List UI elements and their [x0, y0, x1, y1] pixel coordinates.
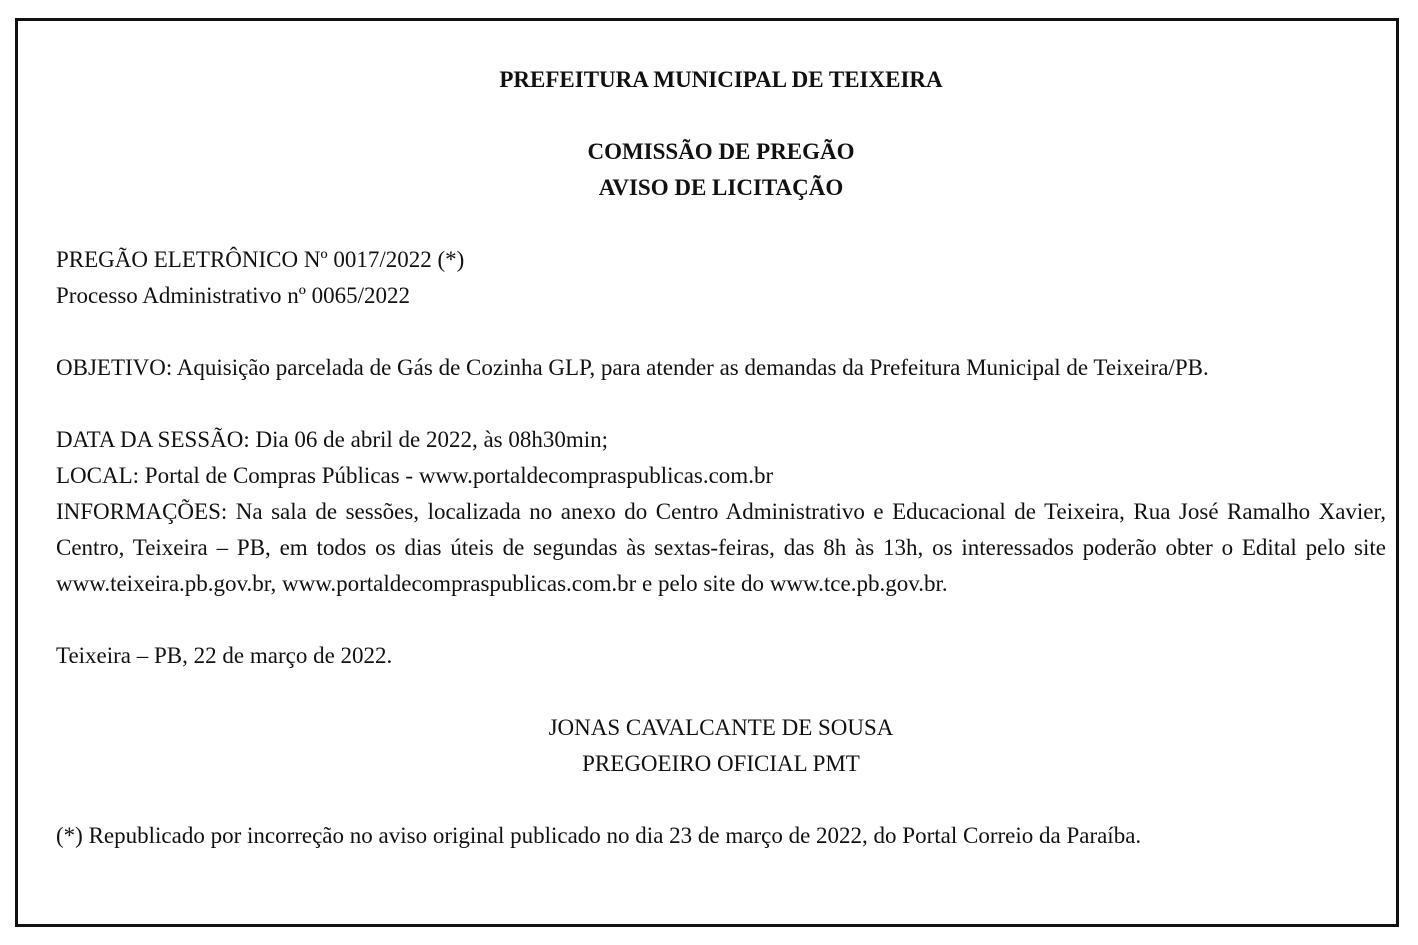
signer-role: PREGOEIRO OFICIAL PMT — [582, 751, 860, 776]
spacer — [56, 314, 1386, 350]
notice-type-title: AVISO DE LICITAÇÃO — [598, 175, 844, 200]
spacer — [56, 206, 1386, 242]
spacer — [56, 602, 1386, 638]
spacer — [56, 674, 1386, 710]
spacer — [56, 386, 1386, 422]
objective-text: OBJETIVO: Aquisição parcelada de Gás de Cozinha GLP, para atender as demandas da Prefeitura Municipal de Teixeira/PB. — [56, 355, 1209, 380]
place-date: Teixeira – PB, 22 de março de 2022. — [56, 643, 393, 668]
session-date: DATA DA SESSÃO: Dia 06 de abril de 2022, às 08h30min; — [56, 427, 609, 452]
session-location: LOCAL: Portal de Compras Públicas - www.portaldecompraspublicas.com.br — [56, 463, 774, 488]
commission-title: COMISSÃO DE PREGÃO — [587, 139, 855, 164]
footnote: (*) Republicado por incorreção no aviso original publicado no dia 23 de março de 2022, do Portal Correio da Paraíba. — [56, 823, 1142, 848]
org-title: PREFEITURA MUNICIPAL DE TEIXEIRA — [499, 67, 943, 92]
notice-body — [56, 62, 1386, 854]
bid-number: PREGÃO ELETRÔNICO Nº 0017/2022 (*) — [56, 247, 465, 272]
signer-name: JONAS CAVALCANTE DE SOUSA — [548, 715, 894, 740]
spacer — [56, 782, 1386, 818]
session-info: INFORMAÇÕES: Na sala de sessões, localizada no anexo do Centro Administrativo e Educacional de Teixeira, Rua José Ramalho Xavier, Centro, Teixeira – PB, em todos os dias úteis de segundas às sextas-feiras, das 8h às 13h, os interessados poderão obter o Edital pelo site www.teixeira.pb.gov.br, www.portaldecompraspublicas.com.br e pelo site do www.tce.pb.gov.br. — [56, 499, 1386, 596]
spacer — [56, 98, 1386, 134]
process-number: Processo Administrativo nº 0065/2022 — [56, 283, 411, 308]
